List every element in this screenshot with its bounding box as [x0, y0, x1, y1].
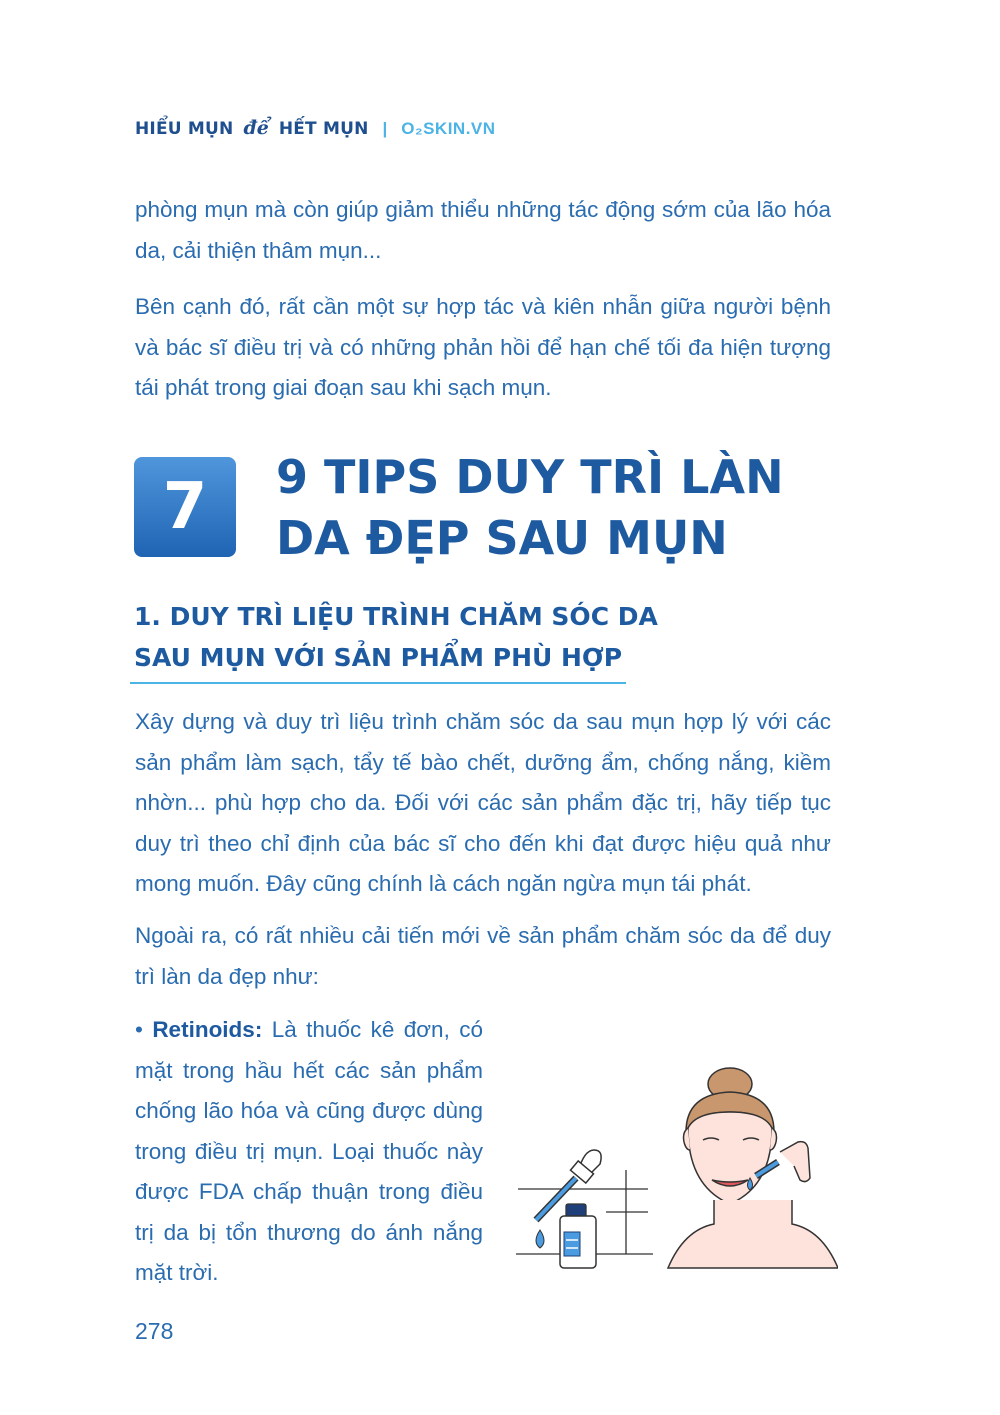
site-name: O₂SKIN.VN	[401, 119, 496, 138]
chapter-title	[276, 447, 836, 569]
paragraph-intro: phòng mụn mà còn giúp giảm thiểu những tác động sớm của lão hóa da, cải thiện thâm mụn...	[135, 197, 831, 263]
running-header	[135, 117, 496, 139]
brand-part3: HẾT MỤN	[278, 119, 369, 139]
brand-part1: HIỂU MỤN	[135, 119, 234, 139]
woman-face-icon	[668, 1068, 838, 1268]
page-number: 278	[135, 1318, 174, 1344]
section-underline	[130, 682, 626, 684]
bullet-retinoids	[135, 1010, 483, 1294]
skincare-illustration	[508, 1062, 838, 1276]
section-title-line2: SAU MỤN VỚI SẢN PHẨM PHÙ HỢP	[134, 643, 623, 672]
section-title	[134, 596, 694, 678]
header-separator: |	[382, 119, 388, 138]
section-title-line1: 1. DUY TRÌ LIỆU TRÌNH CHĂM SÓC DA	[134, 602, 658, 631]
serum-bottle-icon	[560, 1204, 596, 1268]
paragraph-routine: Xây dựng và duy trì liệu trình chăm sóc da sau mụn hợp lý với các sản phẩm làm sạch, tẩy tế bào chết, dưỡng ẩm, chống nắng, kiềm nhờn... phù hợp cho da. Đối với các sản phẩm đặc trị, hãy tiếp tục duy trì theo chỉ định của bác sĩ cho đến khi đạt được hiệu quả như mong muốn. Đây cũng chính là cách ngăn ngừa mụn tái phát.	[135, 709, 831, 896]
bullet-marker: •	[135, 1017, 143, 1042]
paragraph-cooperation: Bên cạnh đó, rất cần một sự hợp tác và kiên nhẫn giữa người bệnh và bác sĩ điều trị và có những phản hồi để hạn chế tối đa hiện tượng tái phát trong giai đoạn sau khi sạch mụn.	[135, 294, 831, 400]
paragraph-innovations: Ngoài ra, có rất nhiều cải tiến mới về sản phẩm chăm sóc da để duy trì làn da đẹp như:	[135, 923, 831, 989]
chapter-number-box	[134, 457, 236, 557]
chapter-title-line1: 9 TIPS DUY TRÌ LÀN	[276, 450, 784, 504]
bullet-term: Retinoids:	[152, 1017, 263, 1042]
brand-part2: để	[243, 117, 269, 139]
bullet-text: Là thuốc kê đơn, có mặt trong hầu hết các sản phẩm chống lão hóa và cũng được dùng trong điều trị mụn. Loại thuốc này được FDA chấp thuận trong điều trị da bị tổn thương do ánh nắng mặt trời.	[135, 1017, 483, 1285]
chapter-number: 7	[162, 470, 208, 544]
chapter-title-line2: DA ĐẸP SAU MỤN	[276, 511, 728, 565]
